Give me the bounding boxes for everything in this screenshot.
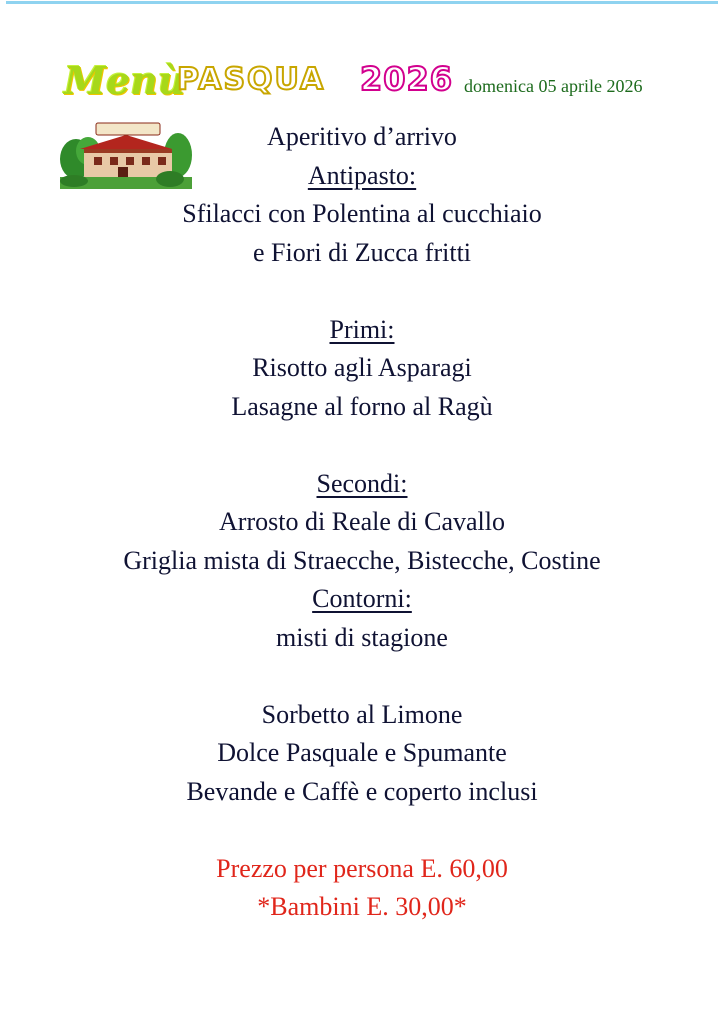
section-spacer (0, 657, 724, 696)
menu-item: e Fiori di Zucca fritti (252, 237, 472, 267)
menu-item: misti di stagione (276, 622, 448, 652)
price-adult: Prezzo per persona E. 60,00 (216, 853, 508, 883)
menu-item: Lasagne al forno al Ragù (231, 391, 493, 421)
primi-heading: Primi: (329, 314, 395, 344)
contorni-heading: Contorni: (312, 584, 412, 613)
section-spacer (0, 811, 724, 850)
menu-item: Sfilacci con Polentina al cucchiaio (182, 199, 542, 228)
menu-item: Arrosto di Reale di Cavallo (219, 507, 505, 536)
section-spacer (0, 272, 724, 311)
top-border-line (6, 1, 718, 4)
event-date: domenica 05 aprile 2026 (464, 76, 643, 96)
section-spacer (0, 426, 724, 465)
pasqua-title-word: PASQUA (177, 62, 326, 97)
secondi-heading: Secondi: (316, 468, 408, 498)
menu-item: Bevande e Caffè e coperto inclusi (186, 776, 538, 806)
menu-body (0, 118, 724, 927)
aperitivo-line: Aperitivo d’arrivo (267, 122, 457, 151)
menu-item: Dolce Pasquale e Spumante (217, 738, 507, 767)
menu-item: Sorbetto al Limone (261, 699, 463, 729)
antipasto-heading: Antipasto: (307, 160, 417, 190)
menu-title-word: Menù (64, 58, 186, 103)
price-children: *Bambini E. 30,00* (257, 892, 467, 921)
menu-item: Griglia mista di Straecche, Bistecche, Costine (123, 545, 601, 575)
year-title: 2026 (360, 60, 454, 98)
menu-header (60, 58, 664, 110)
menu-item: Risotto agli Asparagi (252, 353, 472, 382)
